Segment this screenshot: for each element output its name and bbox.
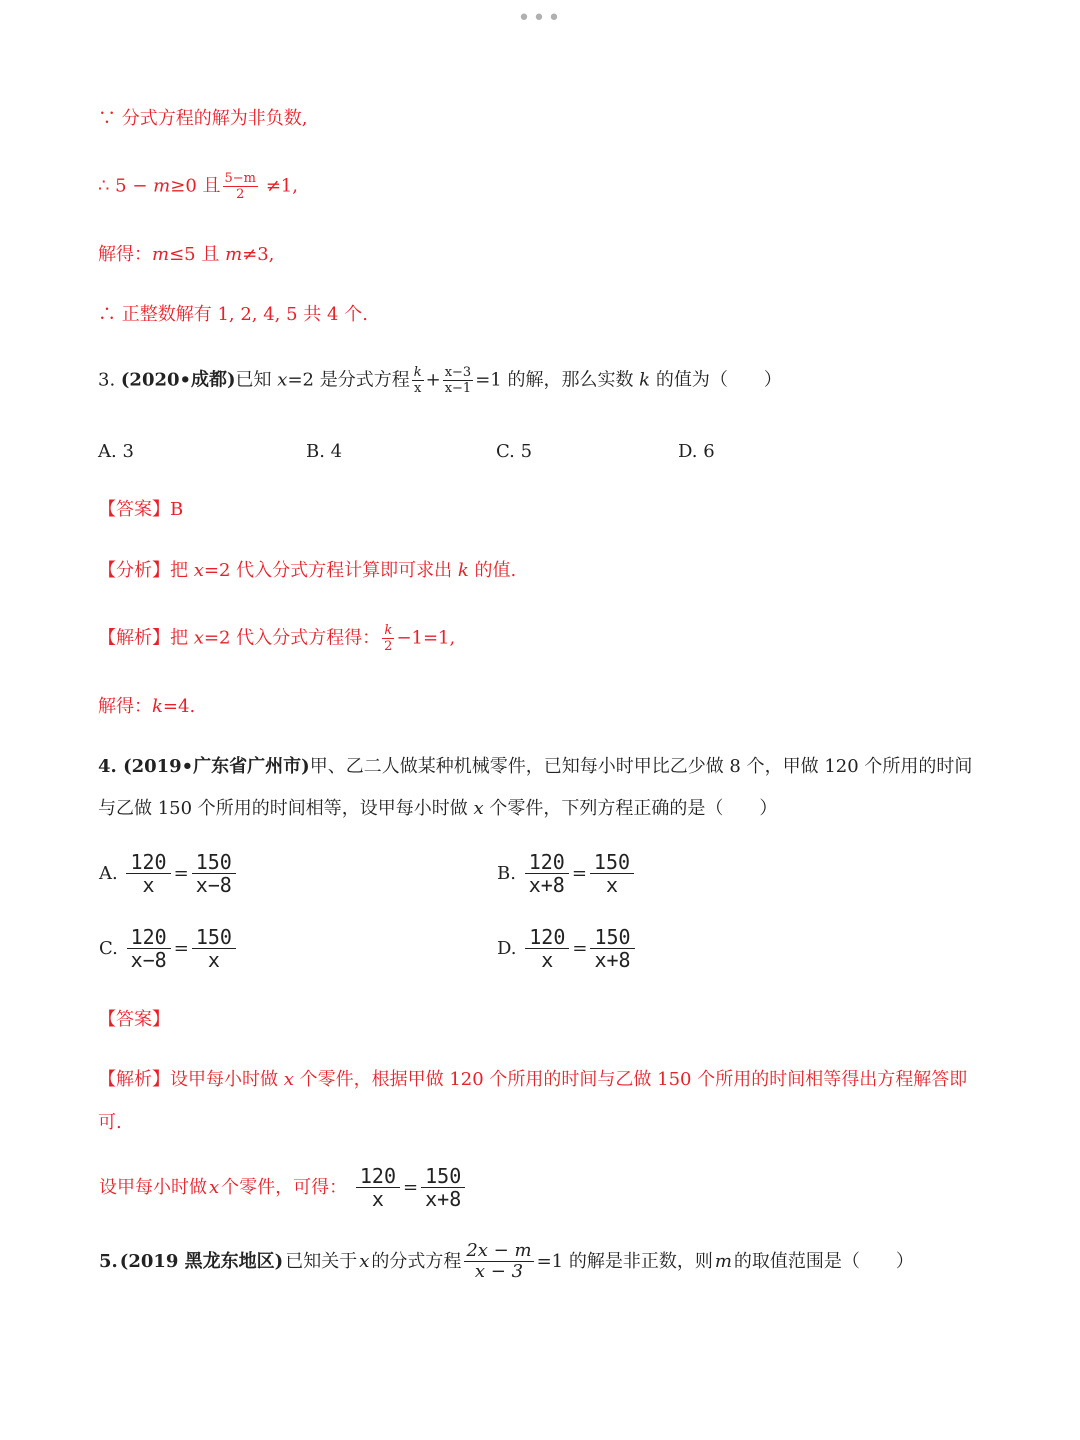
denominator: x [605, 873, 618, 897]
var-x: x [283, 1069, 294, 1090]
question-source: (2020•成都) [120, 369, 236, 391]
text: 解得： [98, 696, 152, 717]
var-x: x [193, 627, 204, 649]
equals-sign: = [571, 863, 587, 884]
fraction [590, 927, 634, 970]
text: ≠3, [242, 244, 275, 265]
numerator: 2x − m [466, 1240, 532, 1261]
var-x: x [359, 1250, 370, 1272]
option-label: B. [497, 863, 516, 884]
q4-option-b[interactable] [496, 852, 636, 895]
var-k: k [639, 369, 651, 391]
fraction [525, 852, 569, 895]
question-number: 3. [98, 369, 121, 391]
numerator: 120 [126, 852, 170, 874]
text: =1 的解，那么实数 [475, 369, 640, 391]
q4-option-c[interactable] [98, 927, 238, 970]
fraction [421, 1166, 465, 1209]
text: ≥0 且 [170, 175, 221, 197]
fraction [126, 852, 170, 895]
text: 【解析】设甲每小时做 [98, 1069, 284, 1090]
text: ∴ 5 − [98, 175, 154, 197]
solution-line-4: ∴ 正整数解有 1, 2, 4, 5 共 4 个. [98, 304, 368, 325]
var-x: x [193, 560, 204, 581]
denominator: x+8 [528, 873, 565, 897]
more-options-icon[interactable]: ••• [517, 6, 563, 31]
var-m: m [152, 244, 170, 265]
var-k: k [457, 560, 469, 581]
text: =2 是分式方程 [287, 369, 410, 391]
numerator: 150 [192, 927, 236, 949]
numerator: 120 [525, 927, 569, 949]
question-number: 4. [98, 756, 124, 777]
text: =2 代入分式方程计算即可求出 [203, 560, 458, 581]
q4-analysis-line-2: 可. [98, 1112, 122, 1133]
text: 个零件，可得： [221, 1176, 348, 1198]
text: 设甲每小时做 [99, 1176, 207, 1198]
text: 【分析】把 [98, 560, 194, 581]
denominator: x+8 [594, 948, 631, 972]
q3-option-b[interactable]: B. 4 [306, 441, 343, 462]
numerator: 150 [192, 852, 236, 874]
solution-line-3 [98, 246, 274, 264]
text: ≤5 且 [169, 244, 226, 265]
numerator: x−3 [444, 365, 472, 380]
var-x: x [473, 798, 484, 819]
denominator: 2 [384, 639, 393, 654]
fraction [525, 927, 569, 970]
var-m: m [225, 244, 243, 265]
question-source: (2019•广东省广州市) [123, 756, 310, 777]
var-m: m [714, 1250, 732, 1272]
fraction [192, 852, 236, 895]
q4-setup [98, 1166, 467, 1209]
text: 的值. [468, 560, 517, 581]
question-number: 5. [99, 1250, 118, 1272]
text: =2 代入分式方程得： [203, 627, 381, 649]
fraction [412, 366, 424, 395]
q3-result [98, 698, 195, 716]
q4-option-d[interactable] [496, 927, 637, 970]
text: 解得： [98, 244, 152, 265]
numerator: 5−m [224, 171, 256, 186]
text: 个零件，根据甲做 120 个所用的时间与乙做 150 个所用的时间相等得出方程解答即 [293, 1069, 968, 1090]
var-m: m [153, 175, 171, 197]
denominator: x−8 [195, 873, 232, 897]
numerator: 120 [525, 852, 569, 874]
denominator: x [371, 1187, 384, 1211]
denominator: x [541, 948, 554, 972]
var-k: k [152, 696, 163, 717]
option-label: A. [99, 863, 118, 884]
equals-sign: = [173, 938, 189, 959]
q3-solution [98, 624, 455, 653]
text: 已知关于 [285, 1250, 358, 1272]
denominator: x [142, 873, 155, 897]
q3-option-a[interactable]: A. 3 [98, 441, 134, 462]
fraction [356, 1166, 400, 1209]
q3-analysis [98, 562, 516, 580]
denominator: x − 3 [474, 1261, 524, 1282]
numerator: k [384, 623, 393, 638]
fraction [382, 624, 394, 653]
question-4-line-2 [98, 800, 777, 818]
fraction [443, 366, 474, 395]
q3-option-c[interactable]: C. 5 [496, 441, 533, 462]
text: 与乙做 150 个所用的时间相等，设甲每小时做 [98, 798, 474, 819]
fraction [192, 927, 236, 970]
solution-line-1: ∵ 分式方程的解为非负数, [98, 108, 308, 129]
solution-line-2 [98, 172, 298, 201]
numerator: k [413, 365, 422, 380]
text: 的分式方程 [371, 1250, 462, 1272]
equals-sign: = [173, 863, 189, 884]
q3-answer: 【答案】B [98, 499, 184, 520]
denominator: x [413, 381, 422, 396]
text: =4. [162, 696, 196, 717]
equals-sign: = [572, 938, 588, 959]
text: 个零件，下列方程正确的是（ ） [483, 798, 778, 819]
text: 【解析】把 [98, 627, 194, 649]
var-x: x [277, 369, 288, 391]
text: =1 的解是非正数，则 [536, 1250, 713, 1272]
denominator: 2 [236, 187, 245, 202]
fraction [223, 172, 259, 201]
q4-option-a[interactable] [98, 852, 238, 895]
numerator: 150 [421, 1166, 465, 1188]
q3-option-d[interactable]: D. 6 [678, 441, 715, 462]
var-x: x [209, 1176, 220, 1198]
text: 甲、乙二人做某种机械零件，已知每小时甲比乙少做 8 个，甲做 120 个所用的时间 [309, 756, 973, 777]
numerator: 150 [590, 927, 634, 949]
text: 已知 [235, 369, 278, 391]
text: 的取值范围是（ ） [733, 1250, 914, 1272]
question-3 [98, 366, 782, 395]
denominator: x−1 [444, 381, 472, 396]
q4-answer: 【答案】 [98, 1009, 170, 1030]
fraction [127, 927, 171, 970]
question-4-line-1 [98, 758, 972, 776]
denominator: x+8 [425, 1187, 462, 1211]
plus-sign: + [425, 369, 441, 391]
fraction [590, 852, 634, 895]
denominator: x−8 [130, 948, 167, 972]
numerator: 150 [590, 852, 634, 874]
text: ≠1, [260, 175, 298, 197]
fraction [464, 1242, 533, 1281]
option-label: D. [497, 938, 517, 959]
numerator: 120 [356, 1166, 400, 1188]
text: −1=1, [396, 627, 456, 649]
option-label: C. [99, 938, 118, 959]
text: 的值为（ ） [650, 369, 782, 391]
equals-sign: = [403, 1176, 419, 1198]
question-source: (2019 黑龙东地区) [119, 1250, 284, 1272]
q4-analysis-line-1 [98, 1071, 967, 1089]
question-5 [98, 1242, 915, 1281]
denominator: x [207, 948, 220, 972]
numerator: 120 [127, 927, 171, 949]
